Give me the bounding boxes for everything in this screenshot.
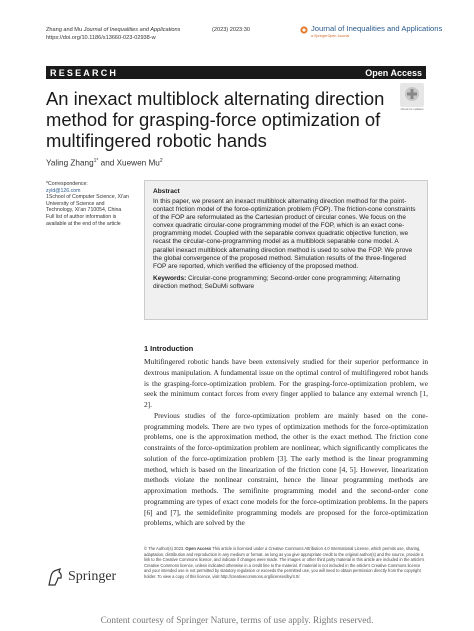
author-1[interactable]: Yaling Zhang: [46, 158, 94, 168]
open-access-label: Open Access: [365, 67, 422, 78]
keywords-list: Circular-cone programming; Second-order cone programming; Alternating direction method; SeDuMi software: [153, 274, 401, 290]
journal-title: Journal of Inequalities and Applications: [311, 24, 443, 33]
license-open-access: Open Access: [184, 546, 212, 551]
affiliation: 1School of Computer Science, Xi'an University of Science and Technology, Xi'an 710054, China: [46, 194, 129, 214]
springeropen-mark-icon: [300, 26, 308, 34]
doi-link[interactable]: https://doi.org/10.1186/s13660-023-02938-w: [46, 34, 156, 41]
abstract-text: In this paper, we present an inexact multiblock alternating direction method for the point-contact friction model of the force-optimization problem (FOP). The friction-cone constraints of the FOP are reformulated as the Cartesian product of circular cones. We focus on the convex quadratic circular-cone programming model of the FOP, which is an exact cone-programming model. Coupled with the separable convex quadratic objective function, we recast the circular-cone-programming model as a multiblock separable cone model. A parallel inexact multiblock alternating direction method is used to solve the FOP. We prove the global convergence of the proposed method. Simulation results of the three-fingered FOP are reported, which verified the efficiency of the proposed method.: [153, 198, 416, 270]
springer-horse-icon: [46, 567, 64, 587]
abstract-heading: Abstract: [153, 188, 180, 195]
section-heading-introduction: 1 Introduction: [144, 344, 194, 353]
year-article: (2023) 2023:30: [212, 27, 250, 33]
crossmark-icon[interactable]: [400, 83, 424, 107]
keywords-label: Keywords:: [153, 274, 187, 282]
article-title: An inexact multiblock alternating direction method for grasping-force optimization of multifingered robotic hands: [46, 88, 385, 151]
author-2[interactable]: and Xuewen Mu: [98, 158, 160, 168]
author-list: [46, 158, 163, 168]
correspondence-email[interactable]: zyld@126.com: [46, 187, 81, 194]
author-info-sidebar: [46, 181, 132, 227]
courtesy-notice: Content courtesy of Springer Nature, terms of use apply. Rights reserved.: [100, 616, 374, 626]
citation-authors: Zhang and Mu: [46, 27, 84, 33]
author-1-affil: 1*: [93, 158, 99, 164]
abstract-box: [144, 180, 428, 320]
keywords: [153, 275, 419, 291]
research-label: RESEARCH: [50, 67, 119, 78]
intro-paragraph-1: Multifingered robotic hands have been extensively studied for their superior performance in dextrous manipulation. A fundamental issue on the optimal control of multifingered robot hands is the grasping-force-optimization problem. For the grasping-force-optimization problem, we seek the minimum contact forces from every finger applied to balance any external wrench [1, 2].: [144, 357, 428, 409]
journal-subtitle: a SpringerOpen Journal: [311, 33, 350, 38]
intro-paragraph-2: Previous studies of the force-optimization problem are mainly based on the cone-programming models. There are two types of optimization methods for the force-optimization problems, one is the approximation method, the other is the exact method. The friction cone constraints of the force-optimization problem are nonlinear, which significantly complicates the solution of the force-optimization problem [3]. The early method is the linear programming method, which is based on the linearization of the friction cone [4, 5]. However, linearization methods violate the nonlinear constraint, hence the linear programming methods are approximation methods. The semifinite programming model and the second-order cone programming are types of exact cone models for the force-optimization problems. In the papers [6] and [7], the semidefinite programming models are proposed for the force-optimization problems, which are solved by the: [144, 410, 428, 528]
citation-journal: Journal of Inequalities and Applications: [83, 27, 181, 33]
publisher-name: Springer: [68, 569, 117, 584]
citation-header: [46, 27, 180, 42]
journal-logo[interactable]: [300, 25, 442, 39]
author-2-affil: 2: [159, 158, 163, 164]
crossmark-label: Check for updates: [400, 107, 424, 111]
section-banner: [46, 66, 426, 79]
correspondence-label: *Correspondence:: [46, 181, 88, 187]
license-notice: [144, 546, 428, 579]
license-copyright: © The Author(s) 2023.: [144, 546, 185, 551]
springer-logo[interactable]: [46, 567, 116, 587]
license-text: This article is licensed under a Creative Commons Attribution 4.0 International License, which permits use, sharing, adaptation, distribution and reproduction in any medium or format, as long as you give appropriate credit to the original author(s) and the source, provide a link to the Creative Commons licence, and indicate if changes were made. The images or other third party material in this article are included in the article's Creative Commons licence, unless indicated otherwise in a credit line to the material. If material is not included in the article's Creative Commons licence and your intended use is not permitted by statutory regulation or exceeds the permitted use, you will need to obtain permission directly from the copyright holder. To view a copy of this licence, visit http://creativecommons.org/licenses/by/4.0/.: [144, 546, 425, 579]
introduction-body: [144, 357, 428, 529]
author-info-note: Full list of author information is available at the end of the article: [46, 213, 121, 227]
